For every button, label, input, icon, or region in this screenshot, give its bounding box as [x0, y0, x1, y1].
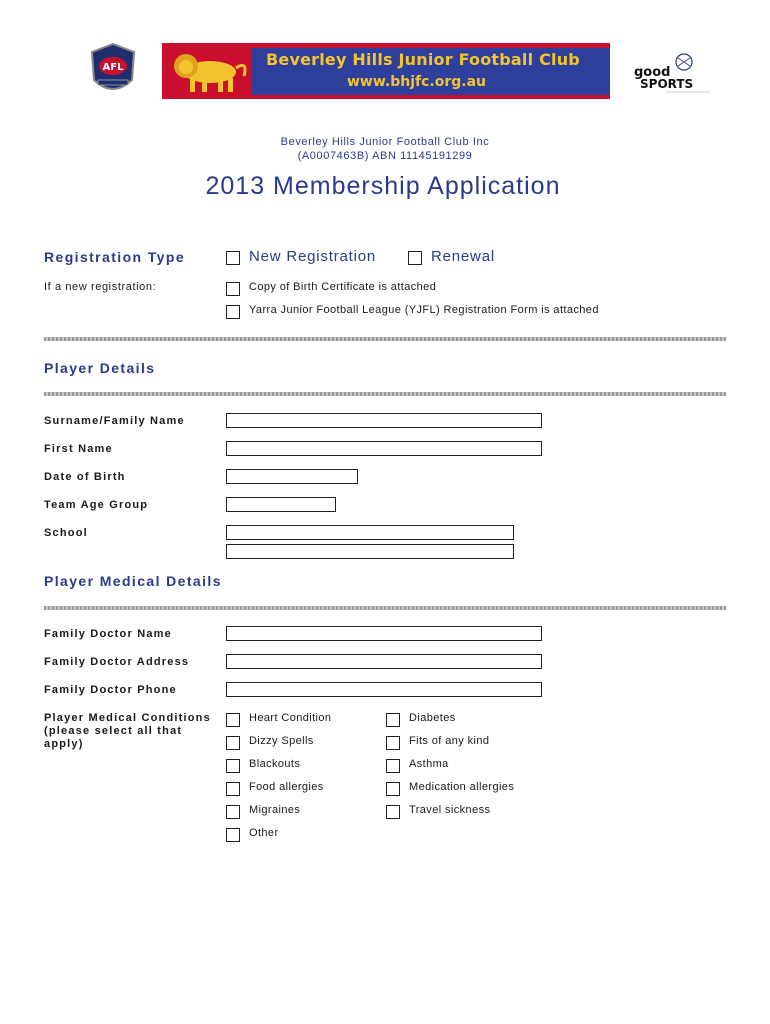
migraines-checkbox[interactable]	[226, 805, 240, 819]
doctor-name-field[interactable]	[226, 626, 542, 641]
good-sports-logo	[632, 52, 712, 96]
renewal-label: Renewal	[431, 248, 495, 265]
school-field-line1[interactable]	[226, 525, 514, 540]
team-age-group-field[interactable]	[226, 497, 336, 512]
condition-label: Travel sickness	[409, 804, 491, 816]
date-of-birth-label: Date of Birth	[44, 471, 126, 483]
condition-label: Asthma	[409, 758, 449, 770]
lion-mascot-icon	[162, 48, 252, 95]
doctor-address-field[interactable]	[226, 654, 542, 669]
condition-label: Medication allergies	[409, 781, 515, 793]
surname-field[interactable]	[226, 413, 542, 428]
section-divider	[44, 337, 726, 341]
surname-label: Surname/Family Name	[44, 415, 185, 427]
doctor-phone-label: Family Doctor Phone	[44, 684, 177, 696]
yjfl-form-label: Yarra Junior Football League (YJFL) Registration Form is attached	[249, 304, 599, 316]
new-registration-checkbox[interactable]	[226, 251, 240, 265]
birth-certificate-checkbox[interactable]	[226, 282, 240, 296]
banner-title: Beverley Hills Junior Football Club	[266, 50, 580, 69]
condition-label: Migraines	[249, 804, 301, 816]
birth-certificate-label: Copy of Birth Certificate is attached	[249, 281, 437, 293]
condition-label: Other	[249, 827, 279, 839]
asthma-checkbox[interactable]	[386, 759, 400, 773]
player-details-heading: Player Details	[44, 360, 156, 376]
banner-url[interactable]: www.bhjfc.org.au	[347, 74, 486, 90]
first-name-field[interactable]	[226, 441, 542, 456]
club-banner	[162, 43, 610, 99]
medical-details-heading: Player Medical Details	[44, 573, 222, 589]
blackouts-checkbox[interactable]	[226, 759, 240, 773]
food-allergies-checkbox[interactable]	[226, 782, 240, 796]
other-checkbox[interactable]	[226, 828, 240, 842]
medical-conditions-label: Player Medical Conditions (please select all that apply)	[44, 712, 211, 750]
doctor-name-label: Family Doctor Name	[44, 628, 172, 640]
condition-label: Fits of any kind	[409, 735, 490, 747]
condition-label: Food allergies	[249, 781, 324, 793]
new-registration-note: If a new registration:	[44, 281, 157, 293]
doctor-phone-field[interactable]	[226, 682, 542, 697]
renewal-checkbox[interactable]	[408, 251, 422, 265]
condition-label: Blackouts	[249, 758, 301, 770]
svg-text:AFL: AFL	[102, 62, 124, 73]
first-name-label: First Name	[44, 443, 113, 455]
new-registration-label: New Registration	[249, 248, 377, 265]
section-divider	[44, 606, 726, 610]
afl-logo	[88, 42, 138, 100]
svg-text:good: good	[634, 65, 671, 80]
section-divider	[44, 392, 726, 396]
travel-sickness-checkbox[interactable]	[386, 805, 400, 819]
team-age-group-label: Team Age Group	[44, 499, 149, 511]
diabetes-checkbox[interactable]	[386, 713, 400, 727]
school-label: School	[44, 527, 88, 539]
heart-condition-checkbox[interactable]	[226, 713, 240, 727]
org-name: Beverley Hills Junior Football Club Inc	[280, 136, 490, 148]
doctor-address-label: Family Doctor Address	[44, 656, 190, 668]
medication-allergies-checkbox[interactable]	[386, 782, 400, 796]
condition-label: Dizzy Spells	[249, 735, 314, 747]
page-title: 2013 Membership Application	[205, 172, 561, 200]
svg-text:SPORTS: SPORTS	[640, 77, 694, 91]
registration-type-heading: Registration Type	[44, 249, 186, 265]
condition-label: Diabetes	[409, 712, 456, 724]
dizzy-spells-checkbox[interactable]	[226, 736, 240, 750]
date-of-birth-field[interactable]	[226, 469, 358, 484]
yjfl-form-checkbox[interactable]	[226, 305, 240, 319]
fits-checkbox[interactable]	[386, 736, 400, 750]
school-field-line2[interactable]	[226, 544, 514, 559]
org-registration: (A0007463B) ABN 11145191299	[297, 150, 473, 162]
condition-label: Heart Condition	[249, 712, 332, 724]
